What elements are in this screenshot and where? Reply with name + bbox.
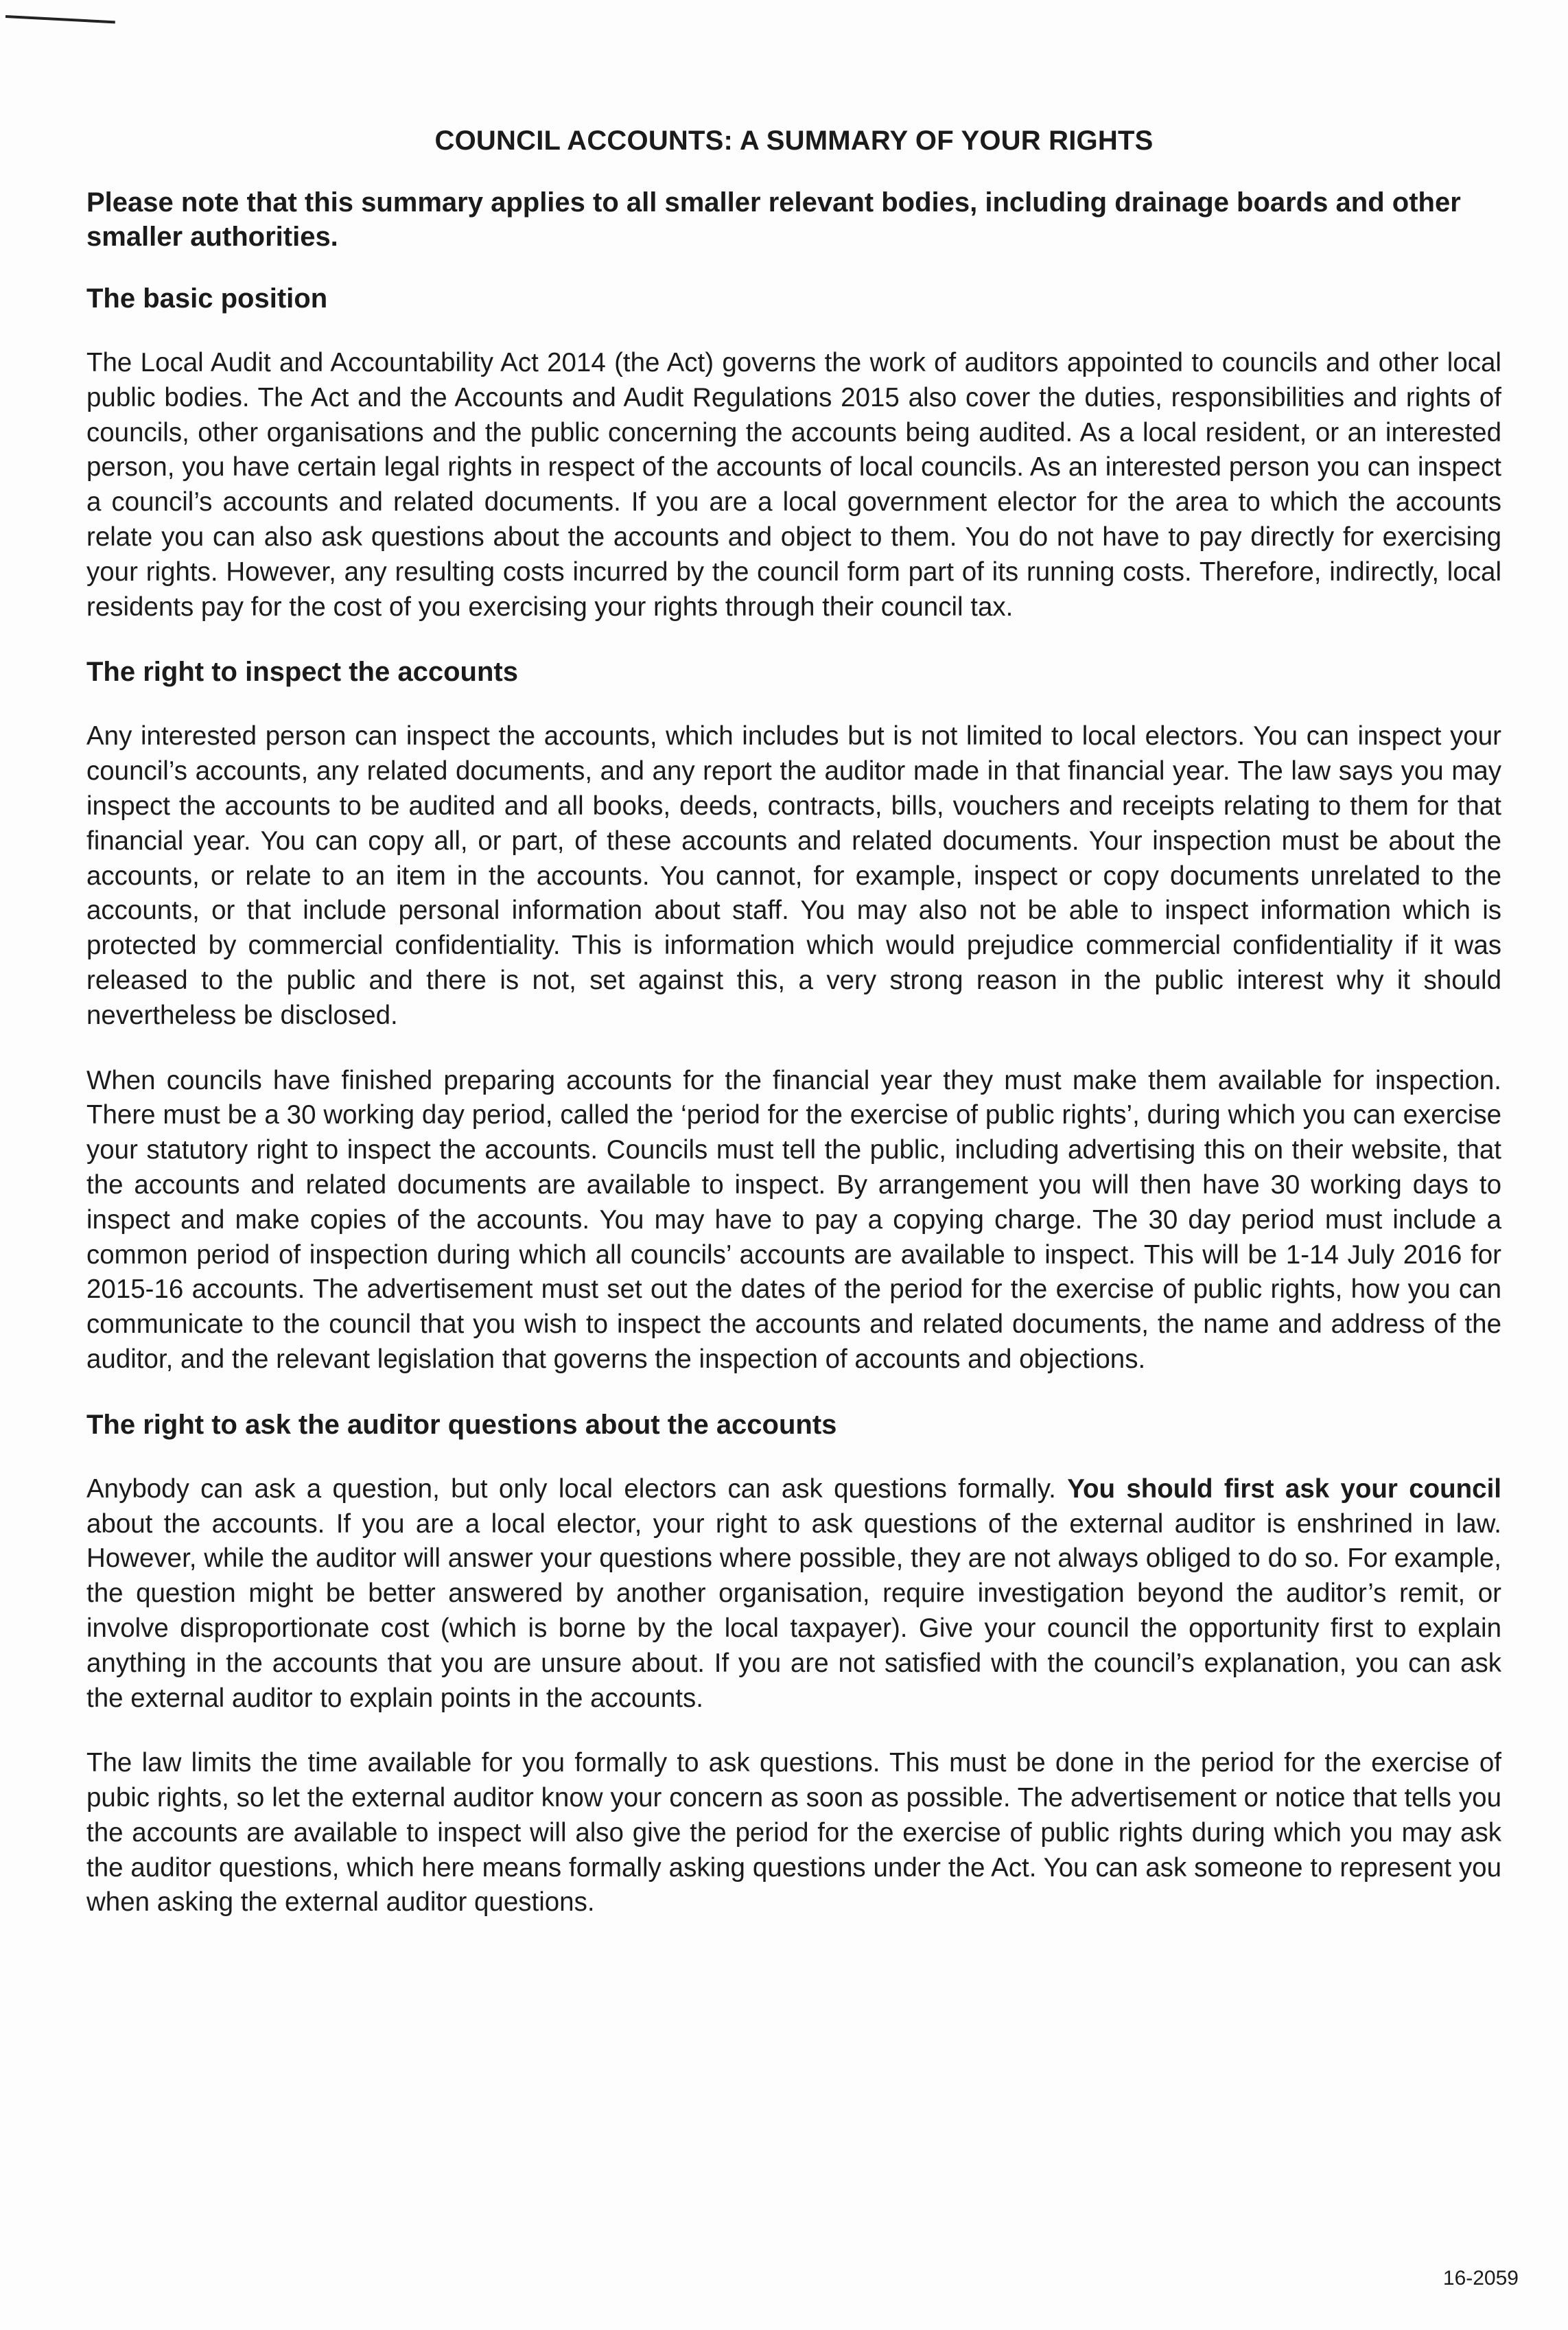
paragraph-questions-1 bbox=[86, 1472, 1501, 1716]
paragraph-questions-1-end: about the accounts. If you are a local elector, your right to ask questions of the external auditor is enshrined in law. However, while the auditor will answer your questions where possible, they are not always obliged to do so. For example, the question might be better answered by another organisation, require investigation beyond the auditor’s remit, or involve disproportionate cost (which is borne by the local taxpayer). Give your council the opportunity first to explain anything in the accounts that you are unsure about. If you are not satisfied with the council’s explanation, you can ask the external auditor to explain points in the accounts. bbox=[86, 1508, 1501, 1713]
section-heading-basic-position: The basic position bbox=[86, 283, 328, 314]
paragraph-inspect-2: When councils have finished preparing accounts for the financial year they must make them available for inspection. There must be a 30 working day period, called the ‘period for the exercise of public rights’, during which you can exercise your statutory right to inspect the accounts. Councils must tell the public, including advertising this on their website, that the accounts and related documents are available to inspect. By arrangement you will then have 30 working days to inspect and make copies of the accounts. You may have to pay a copying charge. The 30 day period must include a common period of inspection during which all councils’ accounts are available to inspect. This will be 1-14 July 2016 for 2015-16 accounts. The advertisement must set out the dates of the period for the exercise of public rights, how you can communicate to the council that you wish to inspect the accounts and related documents, the name and address of the auditor, and the relevant legislation that governs the inspection of accounts and objections. bbox=[86, 1065, 1501, 1374]
document-code: 16-2059 bbox=[1442, 2267, 1519, 2290]
document-body bbox=[86, 122, 1501, 1950]
page-title: COUNCIL ACCOUNTS: A SUMMARY OF YOUR RIGHTS bbox=[434, 126, 1154, 156]
applicability-note: Please note that this summary applies to all smaller relevant bodies, including drainage boards and other smaller authorities. bbox=[86, 187, 1461, 252]
paragraph-inspect-1: Any interested person can inspect the accounts, which includes but is not limited to local electors. You can inspect your council’s accounts, any related documents, and any report the auditor made in that financial year. The law says you may inspect the accounts to be audited and all books, deeds, contracts, bills, vouchers and receipts relating to them for that financial year. You can copy all, or part, of these accounts and related documents. Your inspection must be about the accounts, or relate to an item in the accounts. You cannot, for example, inspect or copy documents unrelated to the accounts, or that include personal information about staff. You may also not be able to inspect information which is protected by commercial confidentiality. This is information which would prejudice commercial confidentiality if it was released to the public and there is not, set against this, a very strong reason in the public interest why it should nevertheless be disclosed. bbox=[86, 721, 1501, 1030]
paragraph-questions-1-start: Anybody can ask a question, but only local electors can ask questions formally. bbox=[86, 1473, 1068, 1504]
section-heading-questions: The right to ask the auditor questions about the accounts bbox=[86, 1409, 837, 1440]
paragraph-questions-2: The law limits the time available for you formally to ask questions. This must be done in the period for the exercise of pubic rights, so let the external auditor know your concern as soon as possible. The advertisement or notice that tells you the accounts are available to inspect will also give the period for the exercise of public rights during which you may ask the auditor questions, which here means formally asking questions under the Act. You can ask someone to represent you when asking the external auditor questions. bbox=[86, 1748, 1501, 1918]
paragraph-basic-position: The Local Audit and Accountability Act 2014 (the Act) governs the work of auditors appointed to councils and other local public bodies. The Act and the Accounts and Audit Regulations 2015 also cover the duties, responsibilities and rights of councils, other organisations and the public concerning the accounts being audited. As a local resident, or an interested person, you have certain legal rights in respect of the accounts of local councils. As an interested person you can inspect a council’s accounts and related documents. If you are a local government elector for the area to which the accounts relate you can also ask questions about the accounts and object to them. You do not have to pay directly for exercising your rights. However, any resulting costs incurred by the council form part of its running costs. Therefore, indirectly, local residents pay for the cost of you exercising your rights through their council tax. bbox=[86, 348, 1501, 622]
scan-mark bbox=[5, 15, 115, 23]
paragraph-questions-1-emphasis: You should first ask your council bbox=[1067, 1473, 1501, 1504]
section-heading-inspect: The right to inspect the accounts bbox=[86, 657, 518, 688]
